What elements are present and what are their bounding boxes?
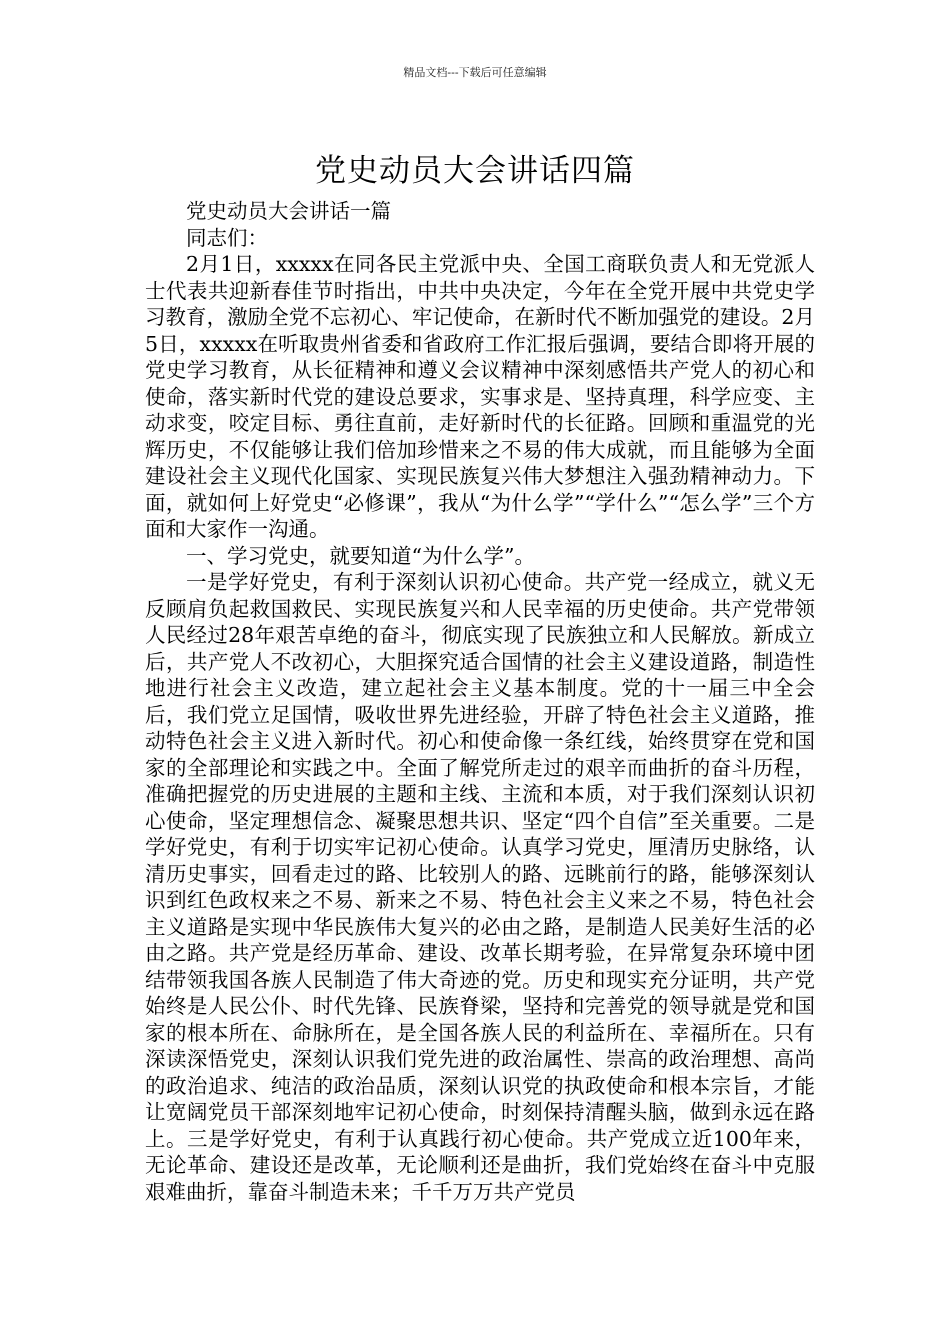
paragraph-section-1: 一是学好党史，有利于深刻认识初心使命。共产党一经成立，就义无反顾肩负起救国救民、实现民族复兴和人民幸福的历史使命。共产党带领人民经过28年艰苦卓绝的奋斗，彻底实现了民族独立和人民解放。新成立后，共产党人不改初心，大胆探究适合国情的社会主义建设道路，制造性地进行社会主义改造，建立起社会主义基本制度。党的十一届三中全会后，我们党立足国情，吸收世界先进经验，开辟了特色社会主义道路，推动特色社会主义进入新时代。初心和使命像一条红线，始终贯穿在党和国家的全部理论和实践之中。全面了解党所走过的艰辛而曲折的奋斗历程，准确把握党的历史进展的主题和主线、主流和本质，对于我们深刻认识初心使命，坚定理想信念、凝聚思想共识、坚定“四个自信”至关重要。二是学好党史，有利于切实牢记初心使命。认真学习党史，厘清历史脉络，认清历史事实，回看走过的路、比较别人的路、远眺前行的路，能够深刻认识到红色政权来之不易、新来之不易、特色社会主义来之不易，特色社会主义道路是实现中华民族伟大复兴的必由之路，是制造人民美好生活的必由之路。共产党是经历革命、建设、改革长期考验，在异常复杂环境中团结带领我国各族人民制造了伟大奇迹的党。历史和现实充分证明，共产党始终是人民公仆、时代先锋、民族脊梁，坚持和完善党的领导就是党和国家的根本所在、命脉所在，是全国各族人民的利益所在、幸福所在。只有深读深悟党史，深刻认识我们党先进的政治属性、崇高的政治理想、高尚的政治追求、纯洁的政治品质，深刻认识党的执政使命和根本宗旨，才能让宽阔党员干部深刻地牢记初心使命，时刻保持清醒头脑，做到永远在路上。三是学好党史，有利于认真践行初心使命。共产党成立近100年来，无论革命、建设还是改革，无论顺利还是曲折，我们党始终在奋斗中克服艰难曲折，靠奋斗制造未来；千千万万共产党员 [145,570,815,1204]
section-heading-1: 一、学习党史，就要知道“为什么学”。 [186,543,535,568]
document-subtitle: 党史动员大会讲话一篇 [186,199,391,223]
paragraph-intro: 2月1日，xxxxx在同各民主党派中央、全国工商联负责人和无党派人士代表共迎新春佳节时指出，中共中央决定，今年在全党开展中共党史学习教育，激励全党不忘初心、牢记使命，在新时代不断加强党的建设。2月5日，xxxxx在听取贵州省委和省政府工作汇报后强调，要结合即将开展的党史学习教育，从长征精神和遵义会议精神中深刻感悟共产党人的初心和使命，落实新时代党的建设总要求，实事求是、坚持真理，科学应变、主动求变，咬定目标、勇往直前，走好新时代的长征路。回顾和重温党的光辉历史，不仅能够让我们倍加珍惜来之不易的伟大成就，而且能够为全面建设社会主义现代化国家、实现民族复兴伟大梦想注入强劲精神动力。下面，就如何上好党史“必修课”，我从“为什么学”“学什么”“怎么学”三个方面和大家作一沟通。 [145,252,815,541]
document-body [145,198,815,1205]
page-header-note: 精品文档---下载后可任意编辑 [403,66,547,79]
document-title: 党史动员大会讲话四篇 [315,152,635,189]
salutation: 同志们： [186,225,268,250]
